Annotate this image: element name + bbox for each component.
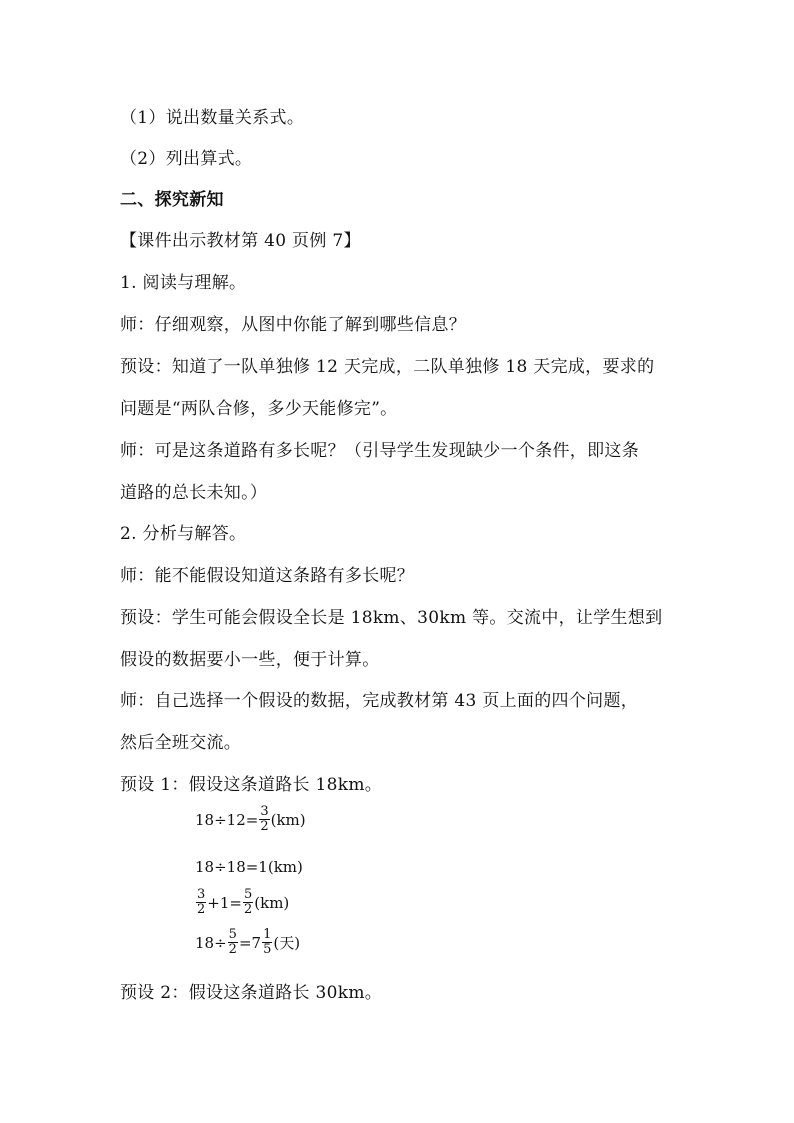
- section-heading: 二、探究新知: [120, 190, 224, 210]
- fraction: [196, 888, 206, 917]
- numerator: 3: [260, 804, 269, 819]
- paragraph-11: 师：能不能假设知道这条路有多长呢？: [120, 566, 415, 586]
- fraction: [228, 928, 238, 957]
- paragraph-2: （2）列出算式。: [120, 149, 253, 169]
- equation-3-mid: +1=: [207, 893, 242, 912]
- paragraph-8: 师：可是这条道路有多长呢？（引导学生发现缺少一个条件，即这条: [120, 441, 639, 461]
- paragraph-7: 问题是“两队合修，多少天能修完”。: [120, 399, 398, 419]
- paragraph-3: 【课件出示教材第 40 页例 7】: [120, 231, 361, 251]
- fraction: [262, 928, 272, 957]
- numerator: 3: [197, 887, 206, 902]
- equation-4: [195, 928, 300, 957]
- paragraph-17: 预设 2：假设这条道路长 30km。: [120, 983, 383, 1003]
- paragraph-12: 预设：学生可能会假设全长是 18km、30km 等。交流中，让学生想到: [120, 608, 663, 628]
- paragraph-10: 2. 分析与解答。: [120, 524, 247, 544]
- equation-1: [195, 805, 306, 834]
- equation-1-unit: (km): [270, 810, 306, 829]
- equation-2: [195, 858, 303, 876]
- equation-3-unit: (km): [254, 893, 290, 912]
- denominator: 2: [243, 902, 253, 917]
- denominator: 2: [260, 819, 269, 834]
- fraction: [243, 888, 253, 917]
- numerator: 1: [263, 927, 272, 942]
- denominator: 2: [228, 942, 237, 957]
- fraction: [259, 805, 269, 834]
- equation-4-lhs: 18÷: [195, 933, 227, 952]
- paragraph-6: 预设：知道了一队单独修 12 天完成，二队单独修 18 天完成，要求的: [120, 357, 655, 377]
- paragraph-1: （1）说出数量关系式。: [120, 108, 305, 128]
- paragraph-16: 预设 1：假设这条道路长 18km。: [120, 775, 383, 795]
- paragraph-15: 然后全班交流。: [120, 733, 242, 753]
- paragraph-5: 师：仔细观察，从图中你能了解到哪些信息？: [120, 315, 466, 335]
- equation-3: [195, 888, 289, 917]
- paragraph-4: 1. 阅读与理解。: [120, 273, 247, 293]
- numerator: 5: [228, 927, 237, 942]
- equation-2-text: 18÷18=1(km): [195, 858, 303, 876]
- numerator: 5: [243, 887, 253, 902]
- equation-1-lhs: 18÷12=: [195, 810, 259, 829]
- denominator: 5: [263, 942, 272, 957]
- paragraph-9: 道路的总长未知。）: [120, 483, 268, 503]
- paragraph-13: 假设的数据要小一些，便于计算。: [120, 650, 380, 670]
- equation-4-mid: =7: [238, 933, 262, 952]
- paragraph-14: 师：自己选择一个假设的数据，完成教材第 43 页上面的四个问题，: [120, 691, 639, 711]
- denominator: 2: [197, 902, 206, 917]
- equation-4-unit: (天): [273, 934, 301, 952]
